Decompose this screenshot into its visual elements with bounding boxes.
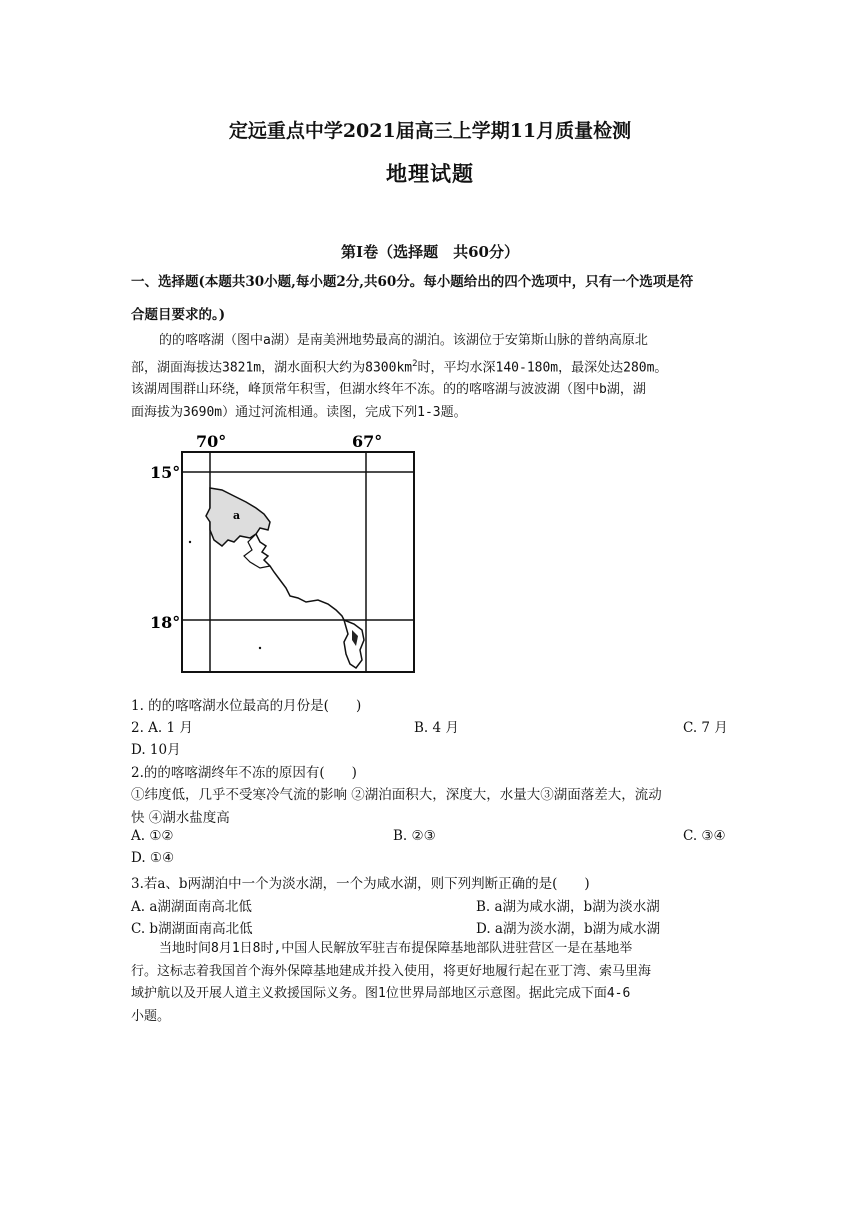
section-instruction-line1: 一、选择题(本题共30小题,每小题2分,共60分。每小题给出的四个选项中，只有一个选项是符 bbox=[131, 274, 694, 290]
passage-1-line2: 部，湖面海拔达3821m，湖水面积大约为$8300km^2$时，平均水深140-180m，最深处达280m。 bbox=[131, 358, 668, 375]
q2-option-d[interactable]: D. ①④ bbox=[131, 850, 175, 866]
desaguadero-river bbox=[256, 534, 344, 620]
q1-option-b[interactable]: B. 4 月 bbox=[414, 720, 459, 736]
lat-label-bottom: 18° bbox=[150, 613, 181, 632]
lon-label-left: 70° bbox=[196, 432, 227, 451]
passage-2-line1: 当地时间8月1日8时,中国人民解放军驻吉布提保障基地部队进驻营区一是在基地举 bbox=[159, 941, 633, 956]
q3-option-b[interactable]: B. a湖为咸水湖，b湖为淡水湖 bbox=[476, 899, 660, 915]
question-2-statement-line1: ①纬度低，几乎不受寒冷气流的影响 ②湖泊面积大，深度大，水量大③湖面落差大，流动 bbox=[131, 787, 662, 803]
question-3-stem: 3.若a、b两湖泊中一个为淡水湖，一个为咸水湖，则下列判断正确的是( ) bbox=[131, 876, 590, 892]
q3-option-a[interactable]: A. a湖湖面南高北低 bbox=[131, 899, 252, 915]
passage-2-line2: 行。这标志着我国首个海外保障基地建成并投入使用，将更好地履行起在亚丁湾、索马里海 bbox=[131, 963, 652, 979]
q1-option-d[interactable]: D. 10月 bbox=[131, 742, 181, 758]
q1-option-a[interactable]: 2. A. 1 月 bbox=[131, 720, 193, 736]
passage-1 bbox=[131, 330, 731, 424]
lat-label-top: 15° bbox=[150, 463, 181, 482]
exam-title: 定远重点中学2021届高三上学期11月质量检测 bbox=[228, 120, 632, 142]
question-2-stem: 2.的的喀喀湖终年不冻的原因有( ) bbox=[131, 765, 357, 781]
question-2-statement-line2: 快 ④湖水盐度高 bbox=[131, 810, 230, 826]
q3-option-d[interactable]: D. a湖为淡水湖，b湖为咸水湖 bbox=[476, 921, 661, 937]
passage-1-line1: 的的喀喀湖（图中a湖）是南美洲地势最高的湖泊。该湖位于安第斯山脉的普纳高原北 bbox=[159, 333, 648, 348]
lake-map bbox=[130, 430, 430, 680]
map-frame bbox=[182, 452, 414, 672]
q2-option-c[interactable]: C. ③④ bbox=[683, 828, 726, 844]
lake-b-shape bbox=[344, 620, 364, 668]
q3-option-c[interactable]: C. b湖湖面南高北低 bbox=[131, 921, 253, 937]
lon-label-right: 67° bbox=[352, 432, 383, 451]
q2-option-a[interactable]: A. ①② bbox=[131, 828, 174, 844]
section-instruction-line2: 合题目要求的。) bbox=[131, 307, 226, 323]
q1-option-c[interactable]: C. 7 月 bbox=[683, 720, 728, 736]
section-title: 第Ⅰ卷（选择题 共60分） bbox=[341, 243, 519, 261]
passage-1-line4: 面海拔为3690m）通过河流相通。读图，完成下列1-3题。 bbox=[131, 404, 467, 420]
lake-map-figure bbox=[130, 430, 430, 680]
exam-subject: 地理试题 bbox=[386, 161, 474, 186]
passage-2-line4: 小题。 bbox=[131, 1008, 171, 1024]
lake-a-label: a bbox=[233, 509, 241, 522]
passage-2 bbox=[131, 938, 731, 1028]
q2-option-b[interactable]: B. ②③ bbox=[393, 828, 436, 844]
passage-2-line3: 域护航以及开展人道主义救援国际义务。图1位世界局部地区示意图。据此完成下面4-6 bbox=[131, 986, 631, 1001]
passage-1-line3: 该湖周围群山环绕，峰顶常年积雪，但湖水终年不冻。的的喀喀湖与波波湖（图中b湖，湖 bbox=[131, 382, 646, 398]
question-1-stem: 1. 的的喀喀湖水位最高的月份是( ) bbox=[131, 698, 362, 714]
